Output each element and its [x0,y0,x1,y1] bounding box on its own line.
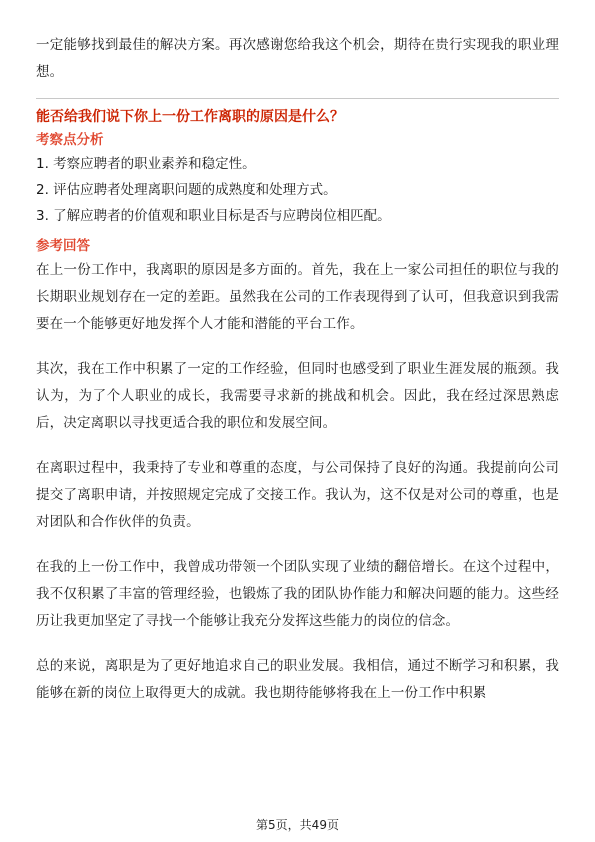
analysis-item: 1. 考察应聘者的职业素养和稳定性。 [36,156,256,172]
answer-paragraph: 其次，我在工作中积累了一定的工作经验，但同时也感受到了职业生涯发展的瓶颈。我认为，为了个人职业的成长，我需要寻求新的挑战和机会。因此，我在经过深思熟虑后，决定离职以寻找更适合我的职位和发展空间。 [36,361,559,431]
intro-paragraph: 一定能够找到最佳的解决方案。再次感谢您给我这个机会，期待在贵行实现我的职业理想。 [36,37,559,80]
analysis-heading: 考察点分析 [36,132,104,148]
analysis-item: 3. 了解应聘者的价值观和职业目标是否与应聘岗位相匹配。 [36,208,391,224]
answer-paragraph: 总的来说，离职是为了更好地追求自己的职业发展。我相信，通过不断学习和积累，我能够在新的岗位上取得更大的成就。我也期待能够将我在上一份工作中积累 [36,658,559,701]
answer-paragraph: 在离职过程中，我秉持了专业和尊重的态度，与公司保持了良好的沟通。我提前向公司提交了离职申请，并按照规定完成了交接工作。我认为，这不仅是对公司的尊重，也是对团队和合作伙伴的负责。 [36,460,559,530]
answer-heading: 参考回答 [36,238,90,254]
answer-paragraph: 在我的上一份工作中，我曾成功带领一个团队实现了业绩的翻倍增长。在这个过程中，我不仅积累了丰富的管理经验，也锻炼了我的团队协作能力和解决问题的能力。这些经历让我更加坚定了寻找一个能够让我充分发挥这些能力的岗位的信念。 [36,559,559,629]
section-divider [36,98,559,99]
analysis-item: 2. 评估应聘者处理离职问题的成熟度和处理方式。 [36,182,337,198]
page-footer: 第5页，共49页 [256,818,339,832]
answer-paragraph: 在上一份工作中，我离职的原因是多方面的。首先，我在上一家公司担任的职位与我的长期职业规划存在一定的差距。虽然我在公司的工作表现得到了认可，但我意识到我需要在一个能够更好地发挥个人才能和潜能的平台工作。 [36,262,559,332]
question-title: 能否给我们说下你上一份工作离职的原因是什么？ [36,109,344,125]
analysis-list [36,151,559,229]
document-page [36,32,559,707]
